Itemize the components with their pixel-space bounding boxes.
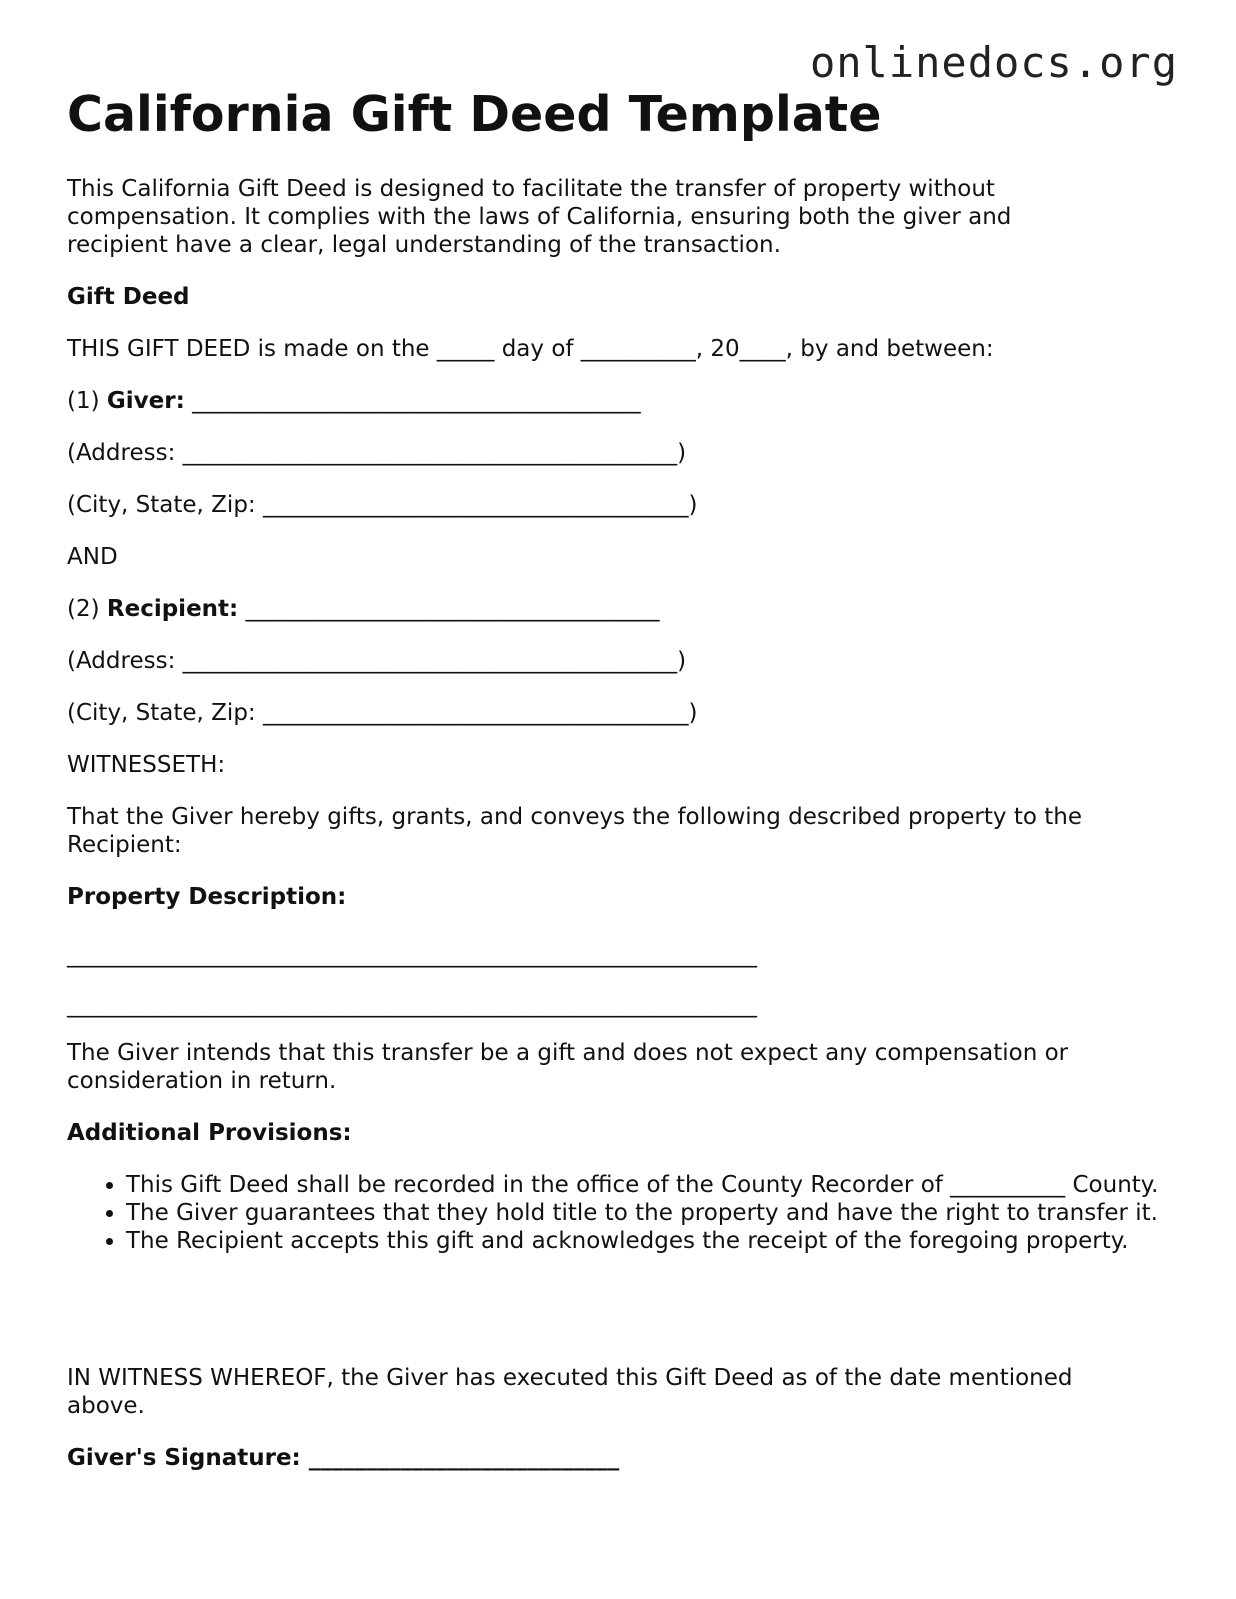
giver-address: (Address: ___________________________________________) [67, 440, 687, 466]
signature-line [67, 1444, 619, 1472]
signature-label: Giver's Signature: [67, 1445, 301, 1471]
section-heading: Gift Deed [67, 284, 190, 310]
intro-line: compensation. It complies with the laws of California, ensuring both the giver and [67, 204, 1012, 230]
giver-line [67, 387, 641, 415]
giver-label: Giver: [106, 388, 185, 414]
recipient-prefix: (2) [67, 596, 107, 622]
intent-paragraph [67, 1039, 1068, 1095]
giver-city: (City, State, Zip: _____________________________________) [67, 492, 698, 518]
page-title: California Gift Deed Template [67, 86, 882, 143]
provisions-heading: Additional Provisions: [67, 1120, 352, 1146]
recipient-blank: ____________________________________ [238, 596, 660, 622]
made-on-line: THIS GIFT DEED is made on the _____ day of __________, 20____, by and between: [67, 336, 994, 362]
conveys-line: Recipient: [67, 832, 182, 858]
provisions-list [67, 1171, 1166, 1255]
recipient-address: (Address: ___________________________________________) [67, 648, 687, 674]
witness-line: above. [67, 1393, 145, 1419]
intro-line: recipient have a clear, legal understanding of the transaction. [67, 232, 781, 258]
witness-paragraph [67, 1364, 1073, 1420]
intent-line: consideration in return. [67, 1068, 337, 1094]
recipient-city: (City, State, Zip: _____________________________________) [67, 700, 698, 726]
conveys-paragraph [67, 803, 1082, 859]
conveys-line: That the Giver hereby gifts, grants, and conveys the following described property to the [67, 804, 1082, 830]
giver-blank: _______________________________________ [184, 388, 641, 414]
watermark: onlinedocs.org [809, 38, 1178, 87]
giver-prefix: (1) [67, 388, 107, 414]
list-item: • The Giver guarantees that they hold title to the property and have the right to transfer it. [126, 1199, 1166, 1227]
property-blank-line: ____________________________________________________________ [67, 942, 757, 968]
recipient-line [67, 595, 660, 623]
list-item: • This Gift Deed shall be recorded in the office of the County Recorder of __________ County. [126, 1171, 1166, 1199]
witnesseth-label: WITNESSETH: [67, 752, 226, 778]
recipient-label: Recipient: [106, 596, 239, 622]
intro-line: This California Gift Deed is designed to facilitate the transfer of property without [67, 176, 995, 202]
intent-line: The Giver intends that this transfer be a gift and does not expect any compensation or [67, 1040, 1069, 1066]
intro-paragraph [67, 175, 1011, 259]
signature-blank: ___________________________ [300, 1445, 620, 1471]
list-item: • The Recipient accepts this gift and acknowledges the receipt of the foregoing property. [126, 1227, 1166, 1255]
witness-line: IN WITNESS WHEREOF, the Giver has executed this Gift Deed as of the date mentioned [67, 1365, 1073, 1391]
property-blank-line: ____________________________________________________________ [67, 992, 757, 1018]
property-heading: Property Description: [67, 884, 347, 910]
and-label: AND [67, 544, 118, 570]
